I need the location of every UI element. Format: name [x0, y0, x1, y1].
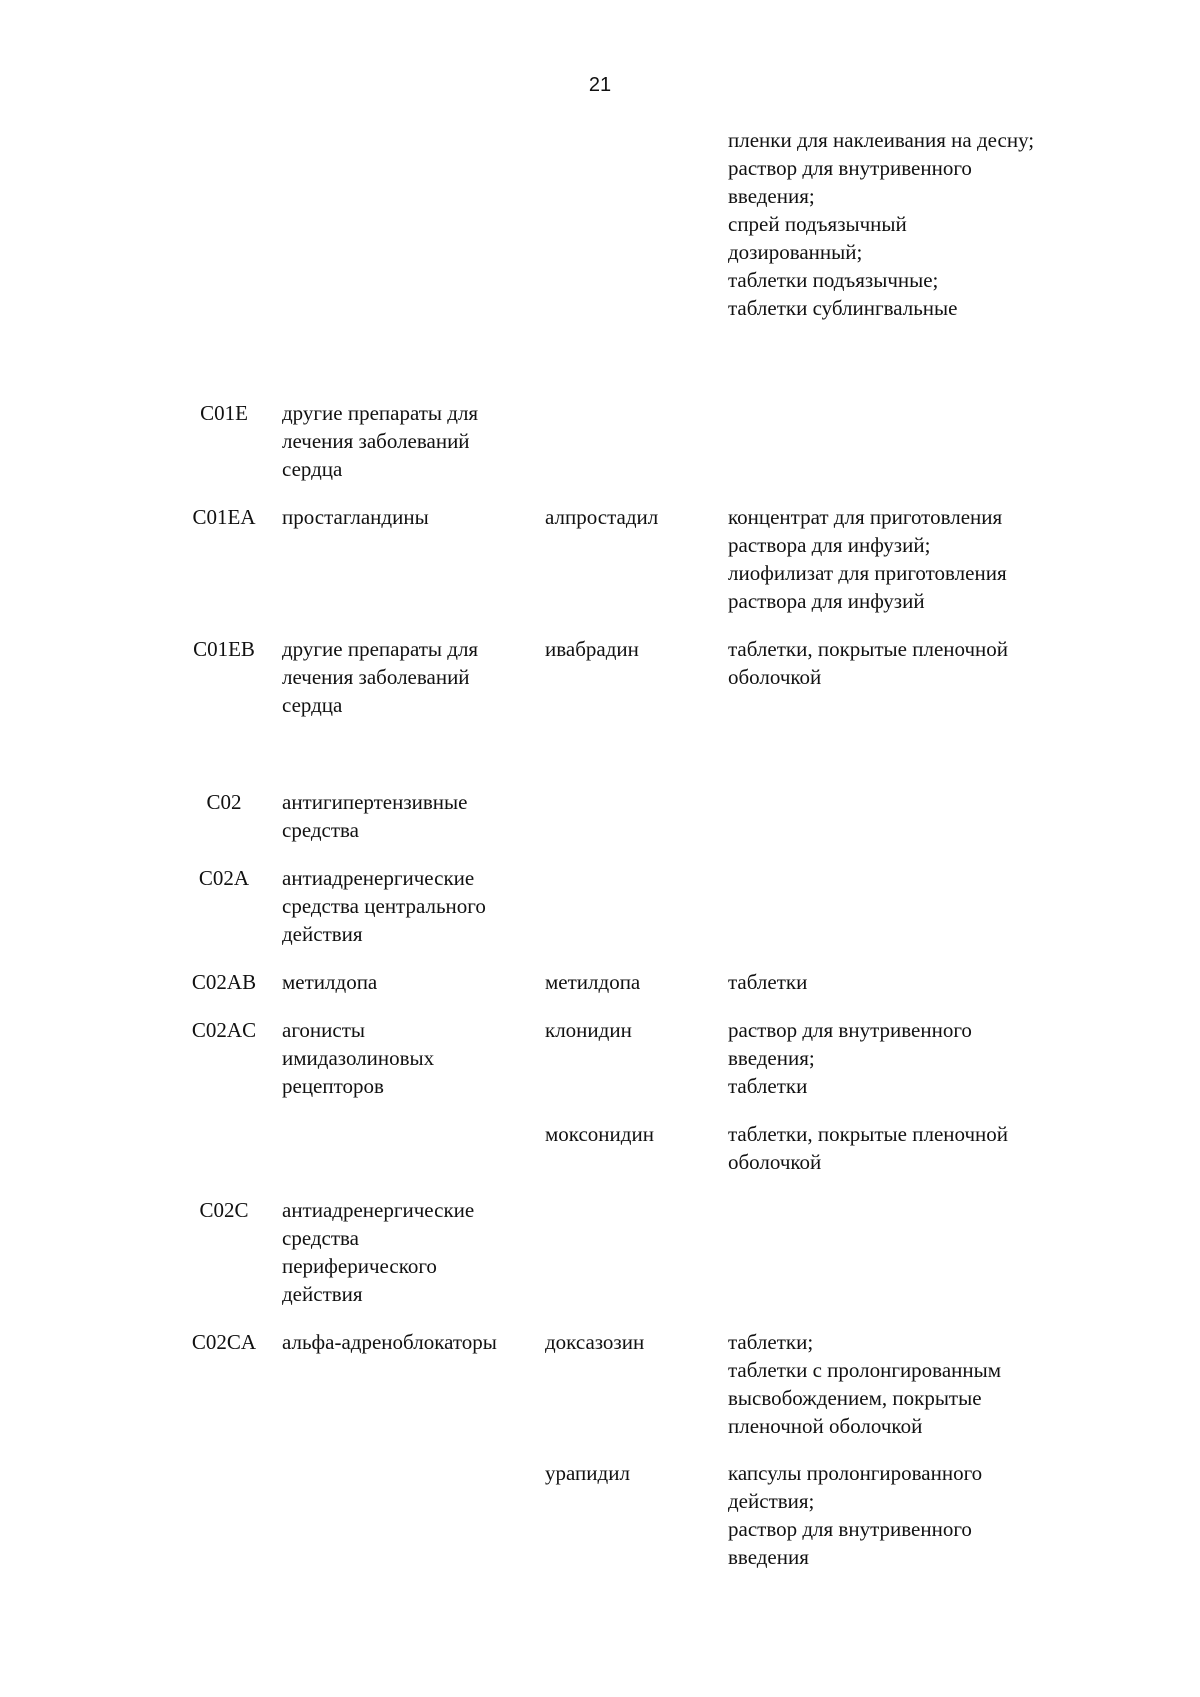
- dosage-forms: [728, 1459, 1108, 1571]
- dosage-forms: [728, 1016, 1108, 1100]
- drug-name: ивабрадин: [545, 637, 639, 661]
- atc-group: [282, 399, 544, 483]
- dosage-form-line: дозированный;: [728, 240, 863, 264]
- dosage-form-line: оболочкой: [728, 1150, 822, 1174]
- atc-group: [282, 968, 544, 996]
- dosage-form-line: лиофилизат для приготовления: [728, 561, 1007, 585]
- atc-group: [282, 1328, 544, 1356]
- atc-group-line: действия: [282, 1282, 363, 1306]
- dosage-form-line: введения;: [728, 1046, 815, 1070]
- atc-group: [282, 1016, 544, 1100]
- atc-code: C01EB: [193, 637, 255, 661]
- atc-group-line: антиадренергические: [282, 1198, 475, 1222]
- atc-group: [282, 503, 544, 531]
- atc-group-line: метилдопа: [282, 970, 378, 994]
- atc-group-line: антиадренергические: [282, 866, 475, 890]
- dosage-form-line: спрей подъязычный: [728, 212, 907, 236]
- dosage-form-line: раствора для инфузий: [728, 589, 925, 613]
- atc-code: C02: [206, 790, 242, 814]
- atc-code: C02AC: [191, 1018, 257, 1042]
- drug-name: алпростадил: [545, 505, 659, 529]
- atc-group-line: лечения заболеваний: [282, 429, 470, 453]
- atc-group-line: агонисты: [282, 1018, 365, 1042]
- dosage-form-line: капсулы пролонгированного: [728, 1461, 983, 1485]
- dosage-form-line: таблетки, покрытые пленочной: [728, 1122, 1009, 1146]
- atc-group-line: средства: [282, 818, 360, 842]
- atc-code: C02CA: [191, 1330, 257, 1354]
- atc-group-line: альфа-адреноблокаторы: [282, 1330, 497, 1354]
- dosage-form-line: таблетки;: [728, 1330, 814, 1354]
- atc-code: C02C: [199, 1198, 249, 1222]
- dosage-form-line: раствор для внутривенного: [728, 1517, 972, 1541]
- dosage-form-line: раствора для инфузий;: [728, 533, 931, 557]
- atc-group-line: другие препараты для: [282, 401, 479, 425]
- dosage-form-line: оболочкой: [728, 665, 822, 689]
- dosage-form-line: таблетки: [728, 970, 808, 994]
- dosage-forms: [728, 968, 1108, 996]
- atc-group: [282, 788, 544, 844]
- dosage-form-line: пленки для наклеивания на десну;: [728, 128, 1035, 152]
- atc-group-line: антигипертензивные: [282, 790, 468, 814]
- dosage-forms: [728, 1328, 1108, 1440]
- dosage-form-line: высвобождением, покрытые: [728, 1386, 982, 1410]
- dosage-form-line: раствор для внутривенного: [728, 1018, 972, 1042]
- dosage-forms: [728, 1120, 1108, 1176]
- drug-name: моксонидин: [545, 1122, 654, 1146]
- atc-group-line: сердца: [282, 457, 343, 481]
- atc-group-line: средства центрального: [282, 894, 486, 918]
- atc-code: C02A: [198, 866, 250, 890]
- atc-group-line: сердца: [282, 693, 343, 717]
- dosage-forms: [728, 635, 1108, 691]
- drug-name: урапидил: [545, 1461, 630, 1485]
- atc-group-line: действия: [282, 922, 363, 946]
- dosage-form-line: таблетки: [728, 1074, 808, 1098]
- dosage-forms: [728, 126, 1108, 322]
- dosage-form-line: пленочной оболочкой: [728, 1414, 923, 1438]
- atc-group-line: средства: [282, 1226, 360, 1250]
- dosage-form-line: действия;: [728, 1489, 815, 1513]
- dosage-form-line: таблетки, покрытые пленочной: [728, 637, 1009, 661]
- atc-group-line: лечения заболеваний: [282, 665, 470, 689]
- dosage-form-line: таблетки с пролонгированным: [728, 1358, 1002, 1382]
- atc-code: C01E: [200, 401, 248, 425]
- dosage-form-line: концентрат для приготовления: [728, 505, 1003, 529]
- drug-name: метилдопа: [545, 970, 641, 994]
- atc-group: [282, 864, 544, 948]
- dosage-form-line: введения;: [728, 184, 815, 208]
- dosage-forms: [728, 503, 1108, 615]
- atc-code: C01EA: [192, 505, 256, 529]
- page-number: 21: [588, 74, 612, 96]
- atc-group-line: имидазолиновых: [282, 1046, 435, 1070]
- atc-group: [282, 1196, 544, 1308]
- dosage-form-line: введения: [728, 1545, 809, 1569]
- dosage-form-line: таблетки сублингвальные: [728, 296, 958, 320]
- drug-name: доксазозин: [545, 1330, 645, 1354]
- atc-group-line: простагландины: [282, 505, 429, 529]
- drug-name: клонидин: [545, 1018, 632, 1042]
- atc-group: [282, 635, 544, 719]
- atc-group-line: другие препараты для: [282, 637, 479, 661]
- dosage-form-line: таблетки подъязычные;: [728, 268, 939, 292]
- dosage-form-line: раствор для внутривенного: [728, 156, 972, 180]
- atc-group-line: периферического: [282, 1254, 437, 1278]
- atc-code: C02AB: [191, 970, 257, 994]
- atc-group-line: рецепторов: [282, 1074, 384, 1098]
